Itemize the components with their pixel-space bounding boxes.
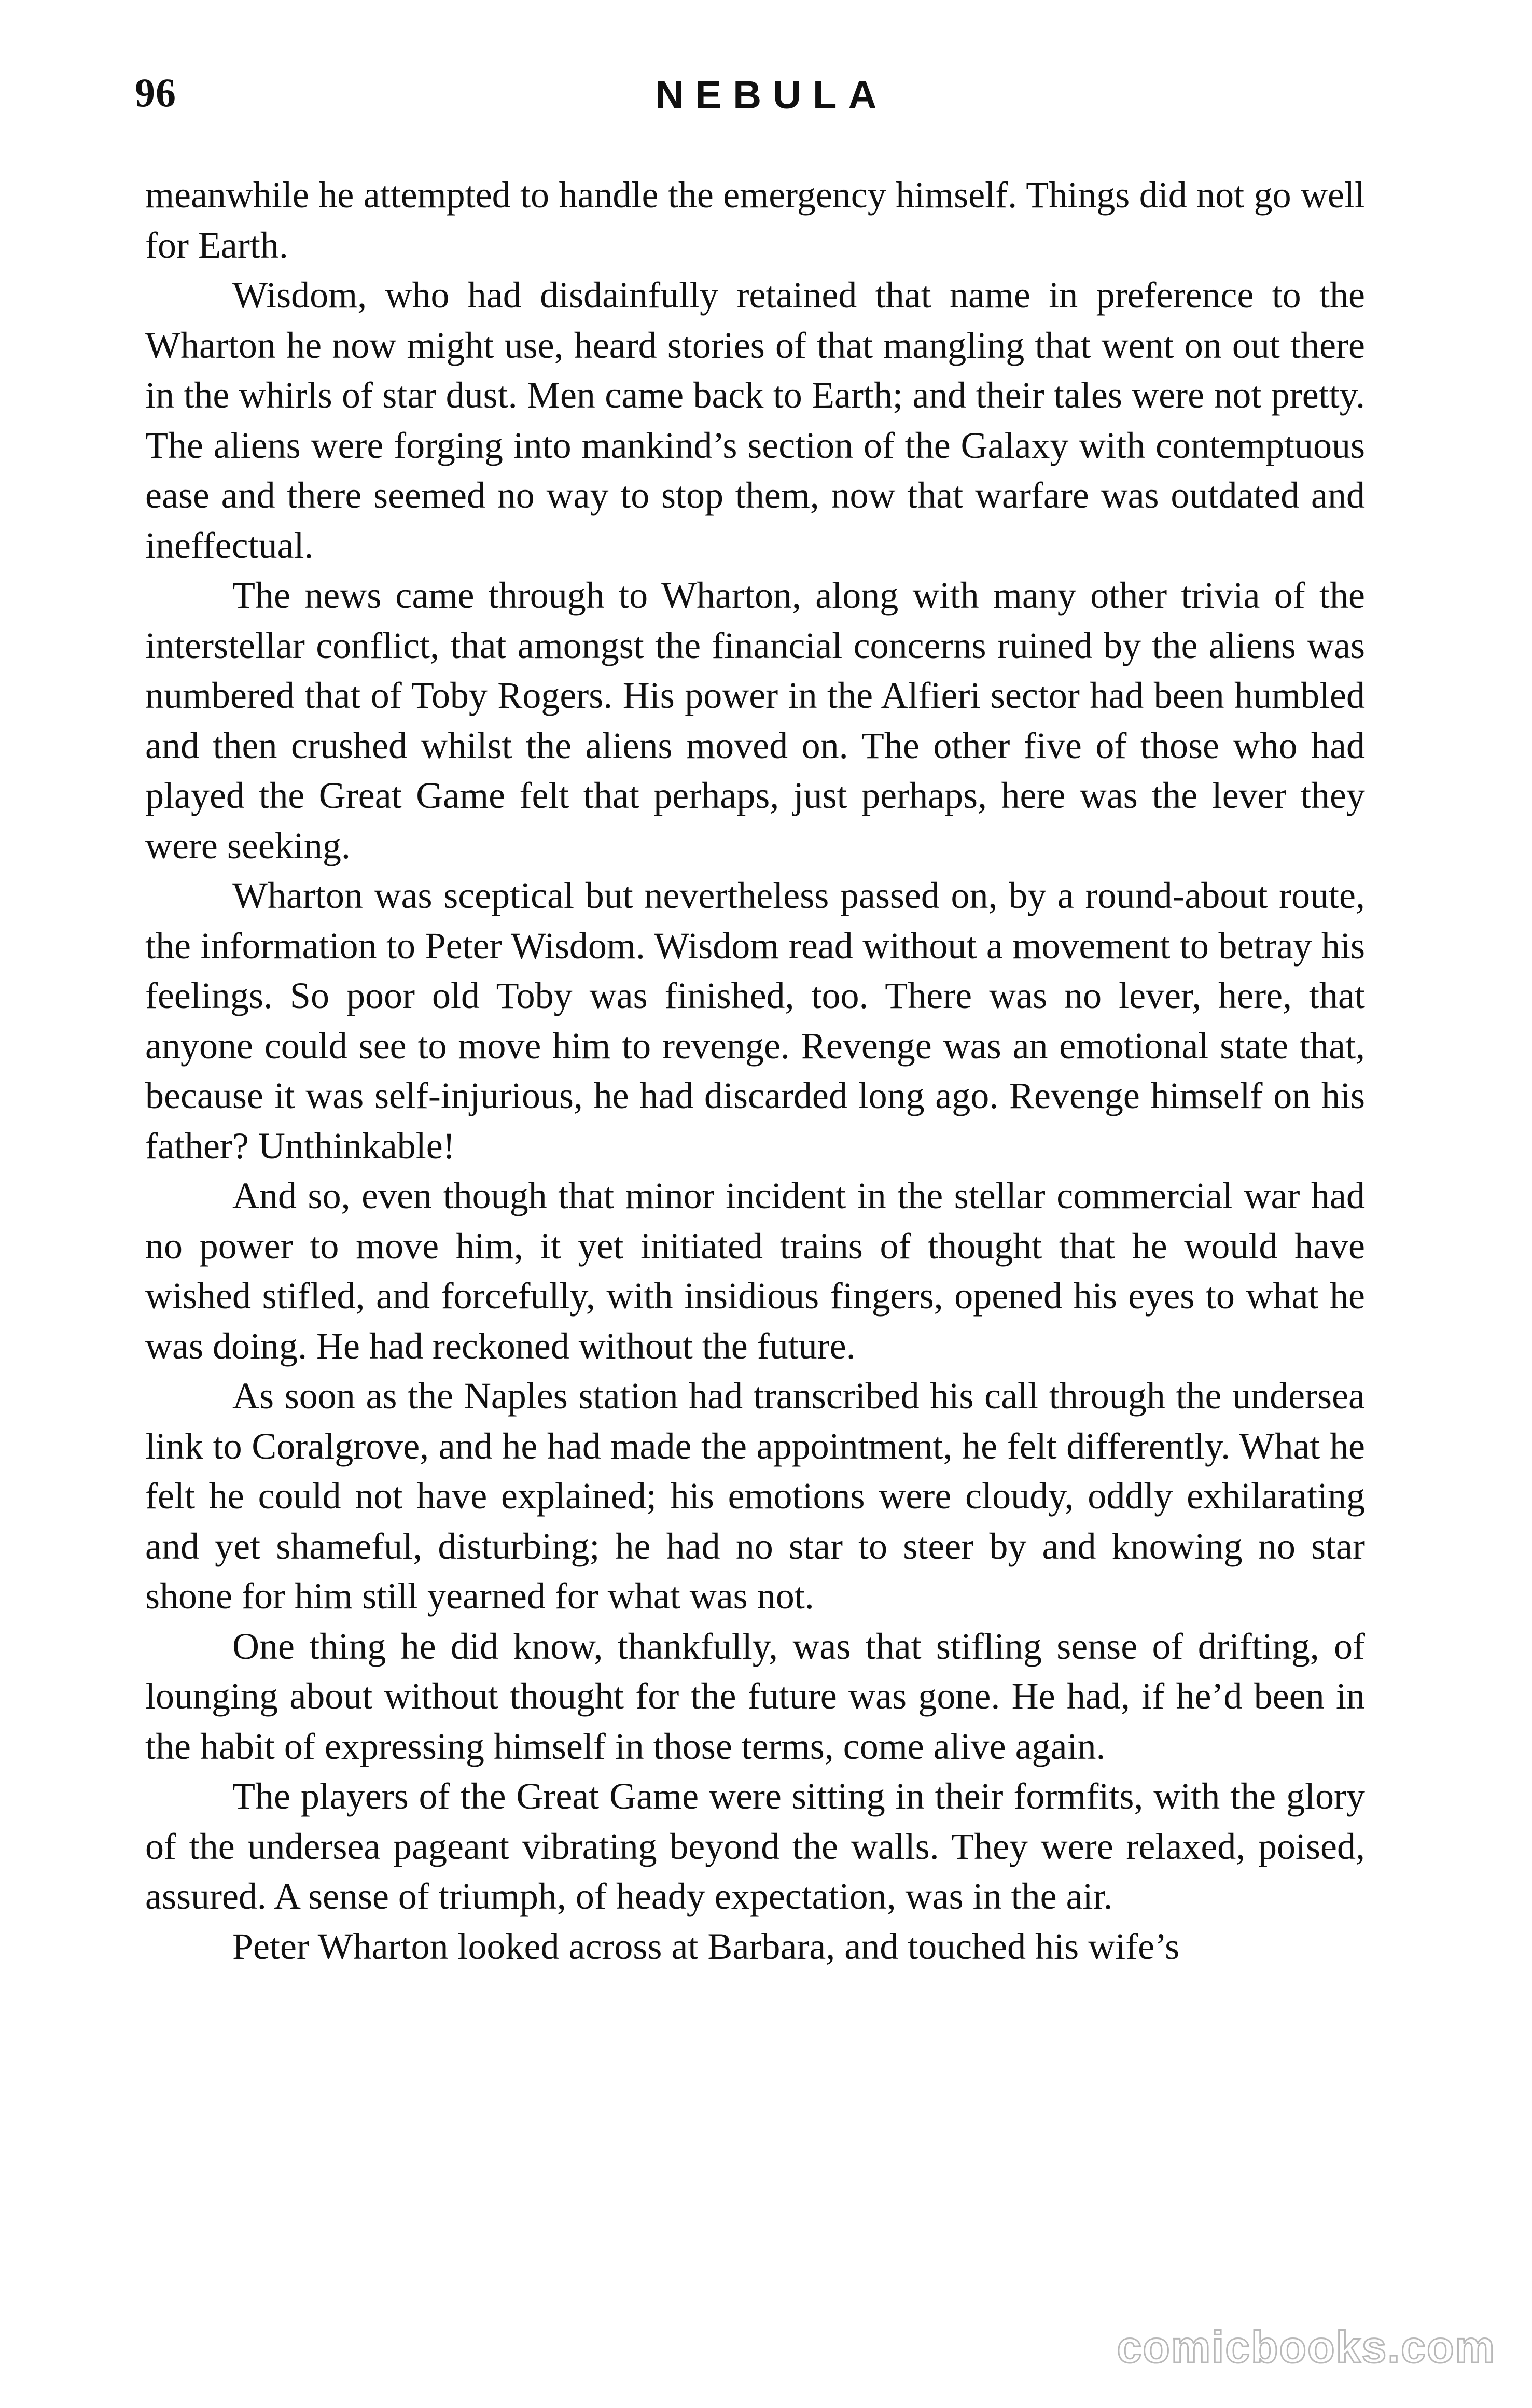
paragraph: And so, even though that minor incident in the stellar commercial war had no power to move him, it yet initiated trains of thought that he would have wished stifled, and forcefully, with insidious fingers, opened his eyes to what he was doing. He had reckoned without the future. xyxy=(145,1175,1365,1367)
page-number: 96 xyxy=(135,70,176,115)
paragraph: The players of the Great Game were sitting in their formfits, with the glory of the undersea pageant vibrating beyond the walls. They were relaxed, poised, assured. A sense of triumph, of heady expectation, was in the air. xyxy=(145,1775,1365,1917)
watermark: comicbooks.com xyxy=(1117,2322,1496,2372)
paragraph: Wisdom, who had disdainfully retained that name in preference to the Wharton he now might use, heard stories of that mangling that went on out there in the whirls of star dust. Men came back to Earth; and their tales were not pretty. The aliens were forging into mankind’s section of the Galaxy with contemptuous ease and there seemed no way to stop them, now that warfare was outdated and ineffectual. xyxy=(145,274,1365,566)
paragraph: The news came through to Wharton, along with many other trivia of the interstellar conflict, that amongst the financial concerns ruined by the aliens was numbered that of Toby Rogers. His power in the Alfieri sector had been humbled and then crushed whilst the aliens moved on. The other five of those who had played the Great Game felt that perhaps, just perhaps, here was the lever they were seeking. xyxy=(145,575,1365,866)
paragraph: As soon as the Naples station had transcribed his call through the undersea link to Coralgrove, and he had made the appointment, he felt differently. What he felt he could not have explained; his emotions were cloudy, oddly exhilarating and yet shameful, disturbing; he had no star to steer by and knowing no star shone for him still yearned for what was not. xyxy=(145,1375,1365,1617)
paragraph: Peter Wharton looked across at Barbara, and touched his wife’s xyxy=(232,1925,1180,1967)
running-title: NEBULA xyxy=(655,73,888,117)
body-text xyxy=(145,170,1365,1971)
paragraph: meanwhile he attempted to handle the emergency himself. Things did not go well for Earth. xyxy=(145,174,1365,266)
paragraph: One thing he did know, thankfully, was that stifling sense of drifting, of lounging about without thought for the future was gone. He had, if he’d been in the habit of expressing himself in those terms, come alive again. xyxy=(145,1625,1365,1767)
paragraph: Wharton was sceptical but nevertheless passed on, by a round-about route, the information to Peter Wisdom. Wisdom read without a movement to betray his feelings. So poor old Toby was finished, too. There was no lever, here, that anyone could see to move him to revenge. Revenge was an emotional state that, because it was self-injurious, he had discarded long ago. Revenge himself on his father? Unthinkable! xyxy=(145,875,1365,1167)
